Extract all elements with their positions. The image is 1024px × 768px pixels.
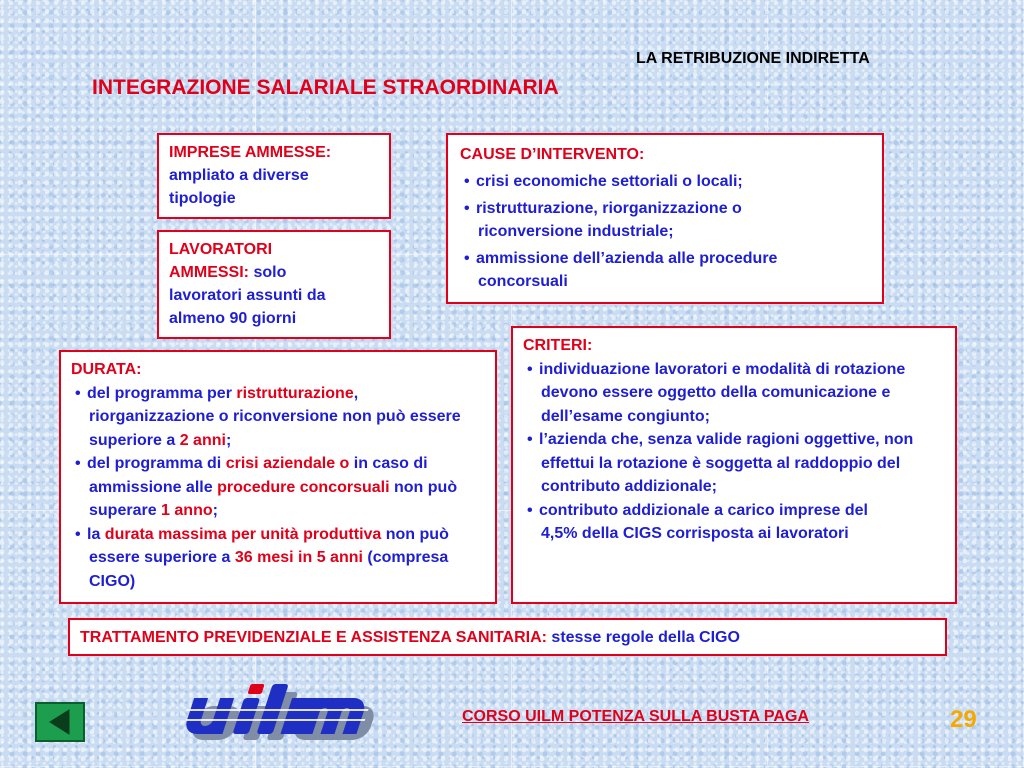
trattamento-label: TRATTAMENTO PREVIDENZIALE E ASSISTENZA SANITARIA: [80,629,547,646]
cause-item-2: • ristrutturazione, riorganizzazione o riconversione industriale; [464,200,742,240]
cause-label: CAUSE D’INTERVENTO: [460,146,645,163]
page-number: 29 [950,706,977,733]
lavoratori-box [157,230,391,339]
cause-box [446,133,884,304]
durata-item-2: • del programma di crisi aziendale o in caso di ammissione alle procedure concorsuali non può superare 1 anno; [75,455,458,519]
course-footer: CORSO UILM POTENZA SULLA BUSTA PAGA [462,708,809,725]
imprese-label: IMPRESE AMMESSE: [169,144,332,161]
uilm-logo [186,680,444,748]
cause-item-3: • ammissione dell’azienda alle procedure concorsuali [464,250,778,290]
durata-item-3: • la durata massima per unità produttiva non può essere superiore a 36 mesi in 5 anni (compresa CIGO) [75,525,449,590]
lavoratori-label-line2: AMMESSI: [169,264,249,281]
durata-label: DURATA: [71,361,142,378]
trattamento-box [68,618,947,656]
criteri-item-2: • l’azienda che, senza valide ragioni oggettive, non effettui la rotazione è soggetta al raddoppio del contributo addizionale; [527,431,914,495]
criteri-box [511,326,957,604]
cause-item-1: • crisi economiche settoriali o locali; [464,173,743,190]
back-button[interactable] [35,702,85,742]
lavoratori-label-line1: LAVORATORI [169,241,273,258]
durata-item-1: • del programma per ristrutturazione, riorganizzazione o riconversione non può essere superiore a 2 anni; [75,384,461,449]
imprese-text: ampliato a diverse tipologie [169,167,309,207]
lavoratori-text: lavoratori assunti da almeno 90 giorni [169,287,326,327]
trattamento-text: stesse regole della CIGO [551,629,740,646]
page-title: INTEGRAZIONE SALARIALE STRAORDINARIA [92,76,559,99]
lavoratori-text-inline: solo [253,264,287,281]
criteri-item-1: • individuazione lavoratori e modalità di rotazione devono essere oggetto della comunicazione e dell’esame congiunto; [527,360,906,425]
durata-box [59,350,497,604]
section-title: LA RETRIBUZIONE INDIRETTA [636,50,870,67]
criteri-item-3: • contributo addizionale a carico imprese del 4,5% della CIGS corrisposta ai lavoratori [527,501,868,542]
triangle-left-icon [47,708,73,736]
criteri-label: CRITERI: [523,337,593,354]
imprese-box [157,133,391,219]
